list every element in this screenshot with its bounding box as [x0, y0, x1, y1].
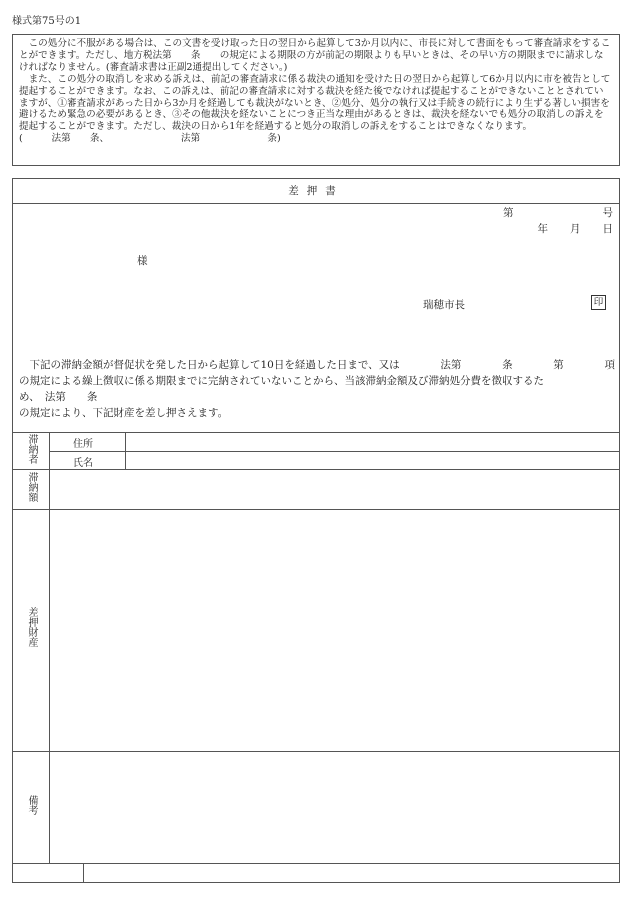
name-label: 氏名: [73, 458, 93, 469]
document-number: [503, 205, 613, 236]
statement-paragraph: 項: [604, 359, 615, 371]
statement-law: 法第: [440, 359, 462, 371]
address-name-divider: [49, 451, 619, 452]
delinquent-label: 滞納者: [26, 434, 37, 464]
appeal-notice: [12, 34, 620, 166]
seizure-document: [12, 178, 620, 883]
remarks-label: 備考: [26, 795, 37, 815]
notice-paragraph-2: また、この処分の取消しを求める訴えは、前記の審査請求に係る裁決の通知を受けた日の翌日から起算して6か月以内に市を被告として提起することができます。なお、この訴えは、前記の審査請求に対する裁決を経た後でなければ提起することができないこととされていますが、①審査請求があった日から3か月を経過しても裁決がないとき、②処分、処分の執行又は手続きの続行により生ずる著しい損害を避けるため緊急の必要があるとき、③その他裁決を経ないことにつき正当な理由があるときは、裁決を経ないでも処分の取消しの訴えを提起することができます。ただし、裁決の日から1年を経過すると処分の取消しの訴えをすることはできなくなります。: [19, 73, 611, 133]
notice-paragraph-1: この処分に不服がある場合は、この文書を受け取った日の翌日から起算して3か月以内に、市長に対して書面をもって審査請求をすることができます。ただし、地方税法第 条 の規定による期限の方が前記の期限よりも早いときは、その早い方の期限までに請求しなければなりません。(審査請求書は正副2通提出してください。): [19, 38, 611, 73]
statement-line-2: の規定による繰上徴収に係る期限までに完納されていないことから、当該滞納金額及び滞納処分費を徴収するた: [19, 375, 544, 387]
property-label: 差押財産: [26, 607, 37, 647]
statement-line-3: め、 法第 条: [19, 391, 98, 403]
address-label: 住所: [73, 439, 93, 450]
property-bottom-border: [13, 751, 619, 752]
number-prefix: 第: [503, 207, 514, 219]
addressee-suffix: 様: [137, 255, 148, 267]
notice-law-reference: ( 法第 条、 法第 条): [19, 133, 281, 145]
number-suffix: 号: [602, 207, 613, 219]
footer-divider: [83, 863, 84, 882]
remarks-bottom-border: [13, 863, 619, 864]
statement-number: 第: [553, 359, 564, 371]
delinquent-bottom-border: [13, 469, 619, 470]
amount-bottom-border: [13, 509, 619, 510]
statement-text: 下記の滞納金額が督促状を発した日から起算して10日を経過した日まで、又は: [29, 359, 400, 371]
statement-line-1: [19, 357, 615, 373]
form-number: 様式第75号の1: [12, 16, 82, 27]
seal-mark: 印: [591, 295, 606, 310]
statement-article: 条: [502, 359, 513, 371]
document-title: 差押書: [13, 179, 619, 204]
label-column-divider: [49, 432, 50, 863]
sender-name: 瑞穂市長: [423, 299, 465, 311]
seizure-statement: [19, 357, 615, 421]
table-top-border: [13, 432, 619, 433]
statement-line-4: の規定により、下記財産を差し押さえます。: [19, 407, 229, 419]
date-year: 年: [537, 223, 548, 235]
subfield-divider: [125, 432, 126, 469]
date-day: 日: [602, 223, 613, 235]
date-month: 月: [570, 223, 581, 235]
amount-label: 滞納額: [26, 472, 37, 502]
